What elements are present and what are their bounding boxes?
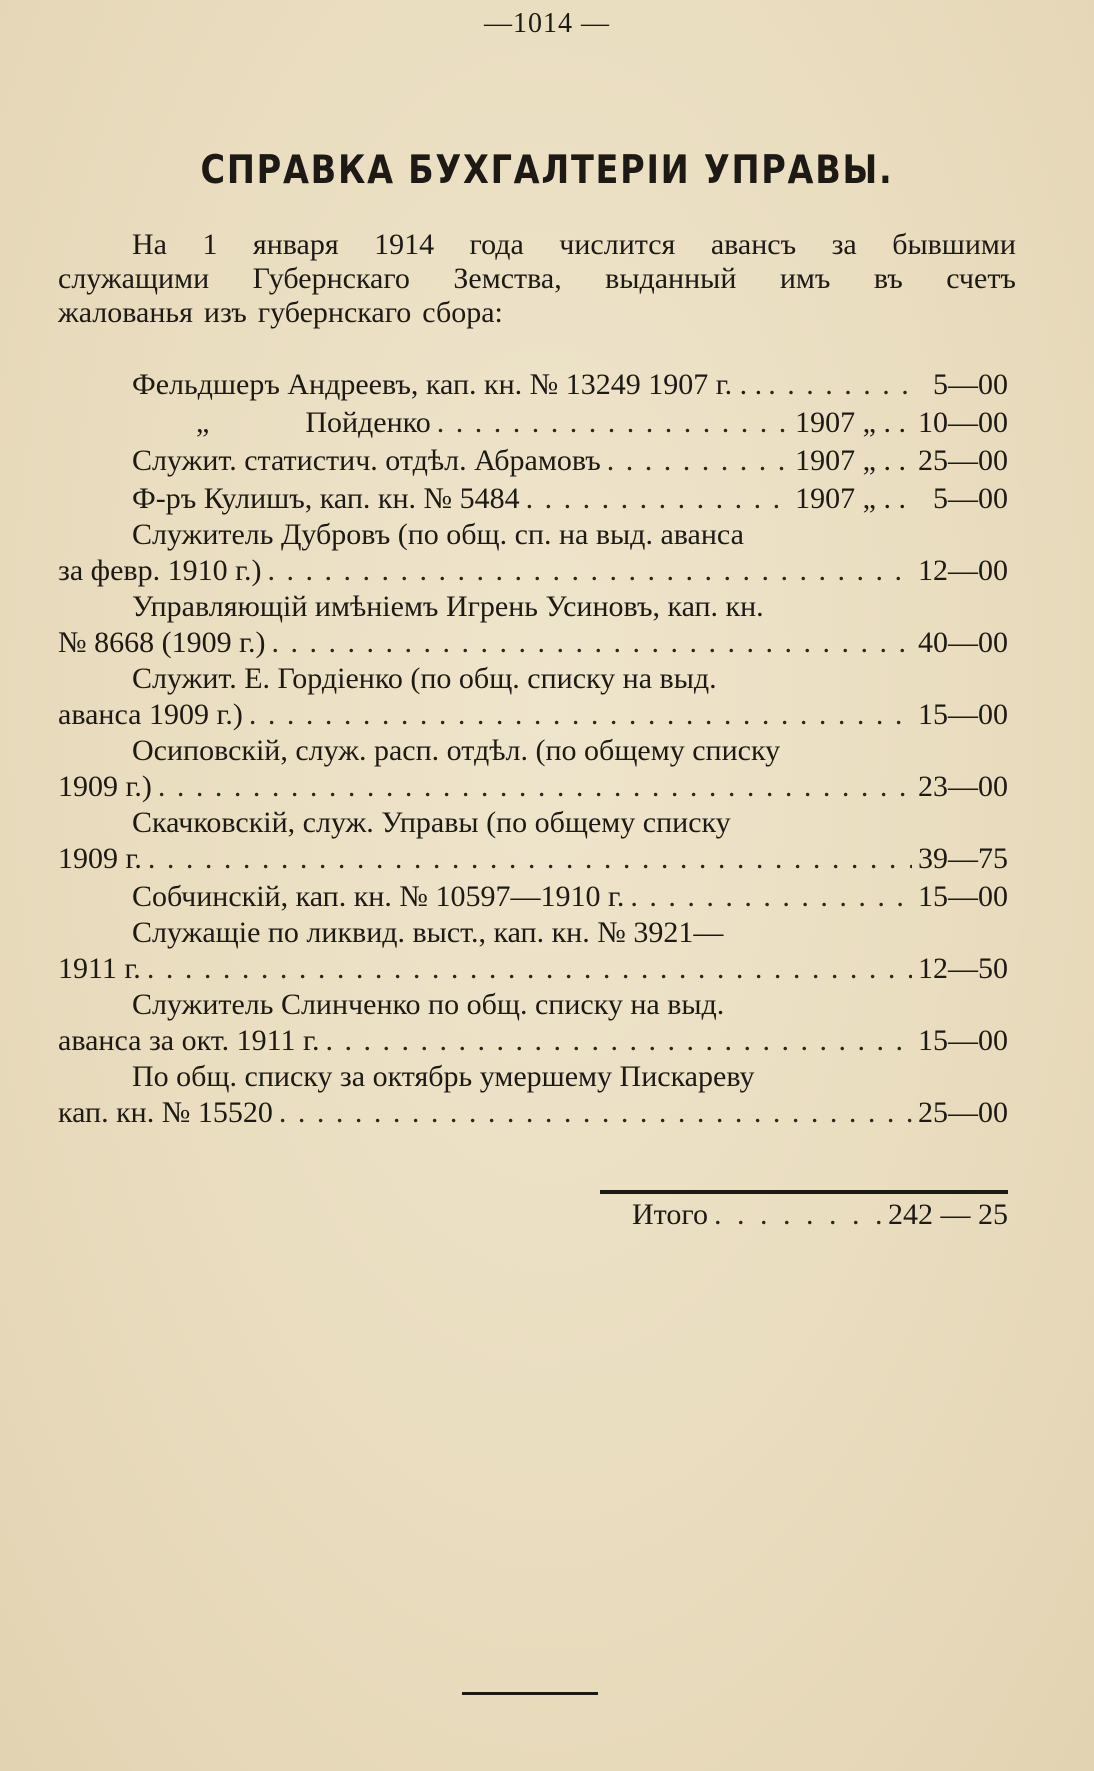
entry-label: Служит. статистич. отдѣл. Абрамовъ xyxy=(132,444,601,477)
entry-amount: 25—00 xyxy=(918,444,1008,477)
entry-label: 1909 г. xyxy=(58,842,142,875)
document-title: СПРАВКА БУХГАЛТЕРІИ УПРАВЫ. xyxy=(200,148,894,193)
ditto-mark: „ xyxy=(196,406,210,439)
word: января xyxy=(252,228,339,261)
word: счетъ xyxy=(946,262,1016,295)
entry-amount: 15—00 xyxy=(918,698,1008,731)
word: 1 xyxy=(202,228,218,261)
word: Губернскаго xyxy=(252,262,410,295)
page-number: —1014 — xyxy=(484,8,610,39)
intro-line-1 xyxy=(58,228,1016,262)
word: авансъ xyxy=(710,228,797,261)
word: числится xyxy=(559,228,676,261)
end-divider xyxy=(462,1692,598,1695)
entry-label: Служит. Е. Гордіенко (по общ. списку на выд. xyxy=(132,662,717,695)
list-item-line-1 xyxy=(58,518,1008,552)
word: выданный xyxy=(605,262,737,295)
intro-line-3 xyxy=(58,296,1016,330)
total-amount: 242 — 25 xyxy=(888,1198,1008,1231)
entry-amount: 15—00 xyxy=(918,880,1008,913)
intro-paragraph xyxy=(58,228,1016,330)
total-row xyxy=(632,1198,1008,1232)
entry-label: Служащіе по ликвид. выст., кап. кн. № 3921— xyxy=(132,916,724,949)
entry-label: Осиповскій, служ. расп. отдѣл. (по общему списку xyxy=(132,734,781,767)
entry-amount: 25—00 xyxy=(918,1096,1008,1129)
dot-leader xyxy=(431,404,789,442)
entry-label: аванса за окт. 1911 г. xyxy=(58,1024,320,1057)
entry-label: Собчинскій, кап. кн. № 10597—1910 г. xyxy=(132,880,625,913)
word: за xyxy=(831,228,857,261)
list-item xyxy=(58,442,1008,480)
entry-amount: 39—75 xyxy=(918,842,1008,875)
entry-amount: 15—00 xyxy=(918,1024,1008,1057)
list-item-line-2 xyxy=(58,768,1008,806)
entry-label: 1911 г. xyxy=(58,952,141,985)
entry-amount: 12—50 xyxy=(918,952,1008,985)
word: въ xyxy=(873,262,903,295)
dot-leader xyxy=(266,624,912,662)
list-item xyxy=(58,878,1008,916)
entry-label: аванса 1909 г.) xyxy=(58,698,243,731)
entry-label: Управляющій имѣніемъ Игрень Усиновъ, кап. кн. xyxy=(132,590,764,623)
list-item-line-1 xyxy=(58,1060,1008,1094)
word: имъ xyxy=(779,262,831,295)
entry-year: 1907 „ . . xyxy=(795,406,906,439)
list-item-line-2 xyxy=(58,840,1008,878)
list-item-line-2 xyxy=(58,552,1008,590)
list-item-line-2 xyxy=(58,696,1008,734)
total-label: Итого xyxy=(632,1198,708,1231)
word: служащими xyxy=(58,262,210,295)
list-item-line-1 xyxy=(58,734,1008,768)
entry-label: № 8668 (1909 г.) xyxy=(58,626,266,659)
dot-leader xyxy=(141,950,912,988)
dot-leader xyxy=(243,696,912,734)
dot-leader xyxy=(708,1198,888,1232)
advance-list xyxy=(58,366,1008,1132)
entry-label: Ф-ръ Кулишъ, кап. кн. № 5484 xyxy=(132,482,520,515)
word: изъ xyxy=(203,296,247,329)
dot-leader xyxy=(152,768,912,806)
dot-leader xyxy=(601,442,789,480)
list-item-line-1 xyxy=(58,662,1008,696)
dot-leader xyxy=(319,1022,912,1060)
entry-label: Служитель Слинченко по общ. списку на выд. xyxy=(132,988,725,1021)
entry-label: По общ. списку за октябрь умершему Пискареву xyxy=(132,1060,755,1093)
entry-amount: 5—00 xyxy=(933,368,1008,401)
list-item-line-2 xyxy=(58,624,1008,662)
list-item-line-2 xyxy=(58,1094,1008,1132)
entry-amount: 40—00 xyxy=(918,626,1008,659)
list-item xyxy=(58,404,1008,442)
list-item-line-1 xyxy=(58,916,1008,950)
dot-leader xyxy=(520,480,790,518)
list-item-line-1 xyxy=(58,590,1008,624)
word: 1914 xyxy=(374,228,435,261)
entry-label: Служитель Дубровъ (по общ. сп. на выд. аванса xyxy=(132,518,744,551)
dot-leader xyxy=(273,1094,912,1132)
entry-amount: 5—00 xyxy=(933,482,1008,515)
intro-line-2 xyxy=(58,262,1016,296)
word: сбора: xyxy=(422,296,503,329)
list-item xyxy=(58,366,1008,404)
entry-year: 1907 „ . . xyxy=(795,482,906,515)
entry-label: кап. кн. № 15520 xyxy=(58,1096,273,1129)
entry-label: Пойденко xyxy=(305,406,431,439)
total-rule xyxy=(600,1190,1008,1194)
dot-leader xyxy=(142,840,912,878)
word: Земства, xyxy=(453,262,562,295)
entry-amount: 12—00 xyxy=(918,554,1008,587)
entry-amount: 23—00 xyxy=(918,770,1008,803)
entry-label: Скачковскій, служ. Управы (по общему списку xyxy=(132,806,731,839)
dot-leader xyxy=(624,878,912,916)
word: года xyxy=(469,228,524,261)
entry-year: 1907 „ . . xyxy=(795,444,906,477)
entry-label: 1909 г.) xyxy=(58,770,152,803)
word: губернскаго xyxy=(257,296,412,329)
dot-leader xyxy=(762,366,912,404)
list-item xyxy=(58,480,1008,518)
entry-label: Фельдшеръ Андреевъ, кап. кн. № 13249 1907 г. . . xyxy=(132,368,763,401)
word: бывшими xyxy=(892,228,1016,261)
list-item-line-1 xyxy=(58,988,1008,1022)
dot-leader xyxy=(262,552,913,590)
list-item-line-2 xyxy=(58,950,1008,988)
list-item-line-1 xyxy=(58,806,1008,840)
entry-label: за февр. 1910 г.) xyxy=(58,554,262,587)
word: На xyxy=(132,228,167,261)
word: жалованья xyxy=(58,296,193,329)
entry-amount: 10—00 xyxy=(918,406,1008,439)
list-item-line-2 xyxy=(58,1022,1008,1060)
